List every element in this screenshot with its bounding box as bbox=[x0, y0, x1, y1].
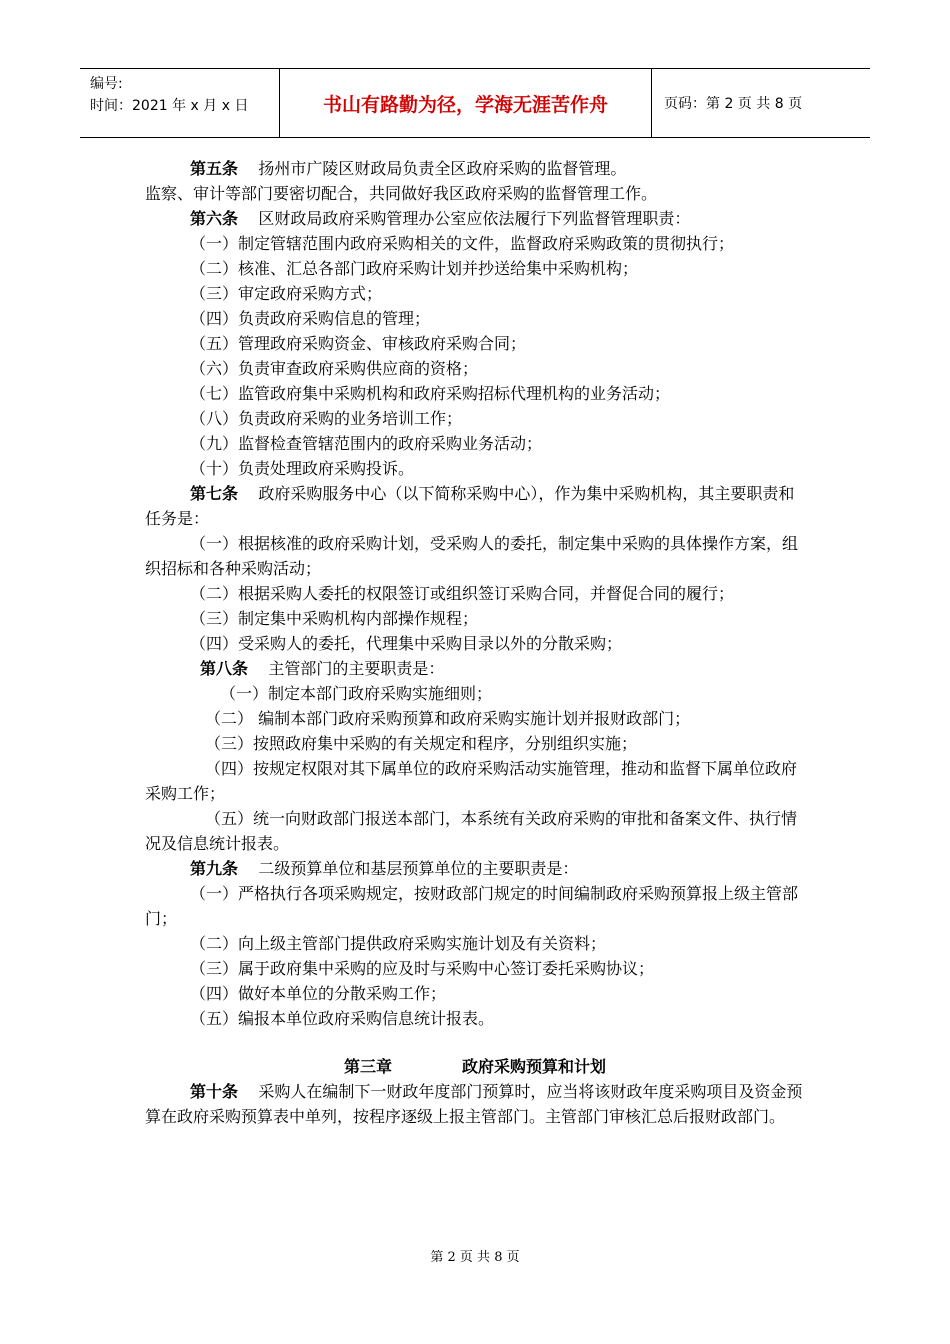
article-list-2 bbox=[145, 1079, 805, 1129]
page-footer: 第 2 页 共 8 页 bbox=[430, 1250, 520, 1265]
paragraph-text: （二）根据采购人委托的权限签订或组织签订采购合同，并督促合同的履行； bbox=[190, 584, 735, 603]
article-label: 第十条 bbox=[190, 1082, 239, 1101]
clause-paragraph bbox=[145, 406, 805, 431]
paragraph-text: 政府采购服务中心（以下简称采购中心），作为集中采购机构，其主要职责和任务是： bbox=[145, 484, 795, 528]
chapter-number: 第三章 bbox=[343, 1057, 392, 1076]
clause-paragraph bbox=[145, 231, 805, 256]
paragraph-text: （四）做好本单位的分散采购工作； bbox=[190, 984, 447, 1003]
article-label: 第六条 bbox=[190, 209, 239, 228]
paragraph-text: 主管部门的主要职责是： bbox=[268, 659, 445, 678]
paragraph-text: （四）负责政府采购信息的管理； bbox=[190, 309, 431, 328]
paragraph-text: 采购人在编制下一财政年度部门预算时，应当将该财政年度采购项目及资金预算在政府采购预算表中单列，按程序逐级上报主管部门。主管部门审核汇总后报财政部门。 bbox=[145, 1082, 803, 1126]
document-body bbox=[145, 156, 805, 1129]
article-label: 第七条 bbox=[190, 484, 239, 503]
clause-paragraph bbox=[145, 456, 805, 481]
paragraph-text: （五）统一向财政部门报送本部门，本系统有关政府采购的审批和备案文件、执行情况及信息统计报表。 bbox=[145, 809, 798, 853]
clause-paragraph bbox=[145, 531, 805, 581]
article-list bbox=[145, 156, 805, 1031]
clause-paragraph bbox=[145, 806, 805, 856]
clause-paragraph bbox=[145, 181, 805, 206]
paragraph-text: 区财政局政府采购管理办公室应依法履行下列监督管理职责： bbox=[258, 209, 691, 228]
clause-paragraph bbox=[145, 681, 805, 706]
page-header bbox=[80, 68, 870, 138]
paragraph-text: （五）编报本单位政府采购信息统计报表。 bbox=[190, 1009, 495, 1028]
clause-paragraph bbox=[145, 756, 805, 806]
paragraph-text: 二级预算单位和基层预算单位的主要职责是： bbox=[258, 859, 579, 878]
clause-paragraph bbox=[145, 631, 805, 656]
paragraph-text: （八）负责政府采购的业务培训工作； bbox=[190, 409, 463, 428]
paragraph-text: （四）按规定权限对其下属单位的政府采购活动实施管理，推动和监督下属单位政府采购工作； bbox=[145, 759, 798, 803]
paragraph-text: （五）管理政府采购资金、审核政府采购合同； bbox=[190, 334, 527, 353]
paragraph-text: （二）核准、汇总各部门政府采购计划并抄送给集中采购机构； bbox=[190, 259, 639, 278]
article-paragraph bbox=[145, 1079, 805, 1129]
document-number-label: 编号: bbox=[90, 76, 123, 92]
clause-paragraph bbox=[145, 356, 805, 381]
clause-paragraph bbox=[145, 306, 805, 331]
clause-paragraph bbox=[145, 1006, 805, 1031]
paragraph-text: （二） 编制本部门政府采购预算和政府采购实施计划并报财政部门； bbox=[205, 709, 691, 728]
clause-paragraph bbox=[145, 706, 805, 731]
chapter-title: 政府采购预算和计划 bbox=[462, 1057, 607, 1076]
article-paragraph bbox=[145, 656, 805, 681]
article-label: 第五条 bbox=[190, 159, 239, 178]
clause-paragraph bbox=[145, 881, 805, 931]
clause-paragraph bbox=[145, 281, 805, 306]
paragraph-text: （二）向上级主管部门提供政府采购实施计划及有关资料； bbox=[190, 934, 607, 953]
clause-paragraph bbox=[145, 606, 805, 631]
paragraph-text: （三）按照政府集中采购的有关规定和程序，分别组织实施； bbox=[205, 734, 638, 753]
header-motto: 书山有路勤为径，学海无涯苦作舟 bbox=[280, 69, 652, 137]
paragraph-text: （六）负责审查政府采购供应商的资格； bbox=[190, 359, 479, 378]
clause-paragraph bbox=[145, 431, 805, 456]
paragraph-text: （三）属于政府集中采购的应及时与采购中心签订委托采购协议； bbox=[190, 959, 655, 978]
clause-paragraph bbox=[145, 331, 805, 356]
clause-paragraph bbox=[145, 581, 805, 606]
paragraph-text: （九）监督检查管辖范围内的政府采购业务活动； bbox=[190, 434, 543, 453]
paragraph-text: （一）严格执行各项采购规定，按财政部门规定的时间编制政府采购预算报上级主管部门； bbox=[145, 884, 799, 928]
chapter-heading bbox=[145, 1054, 805, 1079]
paragraph-text: （三）审定政府采购方式； bbox=[190, 284, 383, 303]
article-paragraph bbox=[145, 206, 805, 231]
clause-paragraph bbox=[145, 981, 805, 1006]
article-paragraph bbox=[145, 856, 805, 881]
article-paragraph bbox=[145, 481, 805, 531]
paragraph-text: 扬州市广陵区财政局负责全区政府采购的监督管理。 bbox=[258, 159, 627, 178]
document-time: 时间：2021 年 x 月 x 日 bbox=[90, 98, 249, 114]
paragraph-text: 监察、审计等部门要密切配合，共同做好我区政府采购的监督管理工作。 bbox=[145, 184, 658, 203]
clause-paragraph bbox=[145, 956, 805, 981]
clause-paragraph bbox=[145, 381, 805, 406]
paragraph-text: （一）制定管辖范围内政府采购相关的文件，监督政府采购政策的贯彻执行； bbox=[190, 234, 735, 253]
article-label: 第八条 bbox=[200, 659, 249, 678]
paragraph-text: （一）制定本部门政府采购实施细则； bbox=[220, 684, 493, 703]
clause-paragraph bbox=[145, 731, 805, 756]
article-label: 第九条 bbox=[190, 859, 239, 878]
paragraph-text: （三）制定集中采购机构内部操作规程； bbox=[190, 609, 479, 628]
clause-paragraph bbox=[145, 931, 805, 956]
paragraph-text: （一）根据核准的政府采购计划，受采购人的委托，制定集中采购的具体操作方案，组织招标和各种采购活动； bbox=[145, 534, 799, 578]
clause-paragraph bbox=[145, 256, 805, 281]
paragraph-text: （四）受采购人的委托，代理集中采购目录以外的分散采购； bbox=[190, 634, 623, 653]
header-meta bbox=[80, 69, 280, 137]
paragraph-text: （七）监管政府集中采购机构和政府采购招标代理机构的业务活动； bbox=[190, 384, 671, 403]
header-page-info: 页码：第 2 页 共 8 页 bbox=[664, 96, 803, 112]
article-paragraph bbox=[145, 156, 805, 181]
paragraph-text: （十）负责处理政府采购投诉。 bbox=[190, 459, 415, 478]
